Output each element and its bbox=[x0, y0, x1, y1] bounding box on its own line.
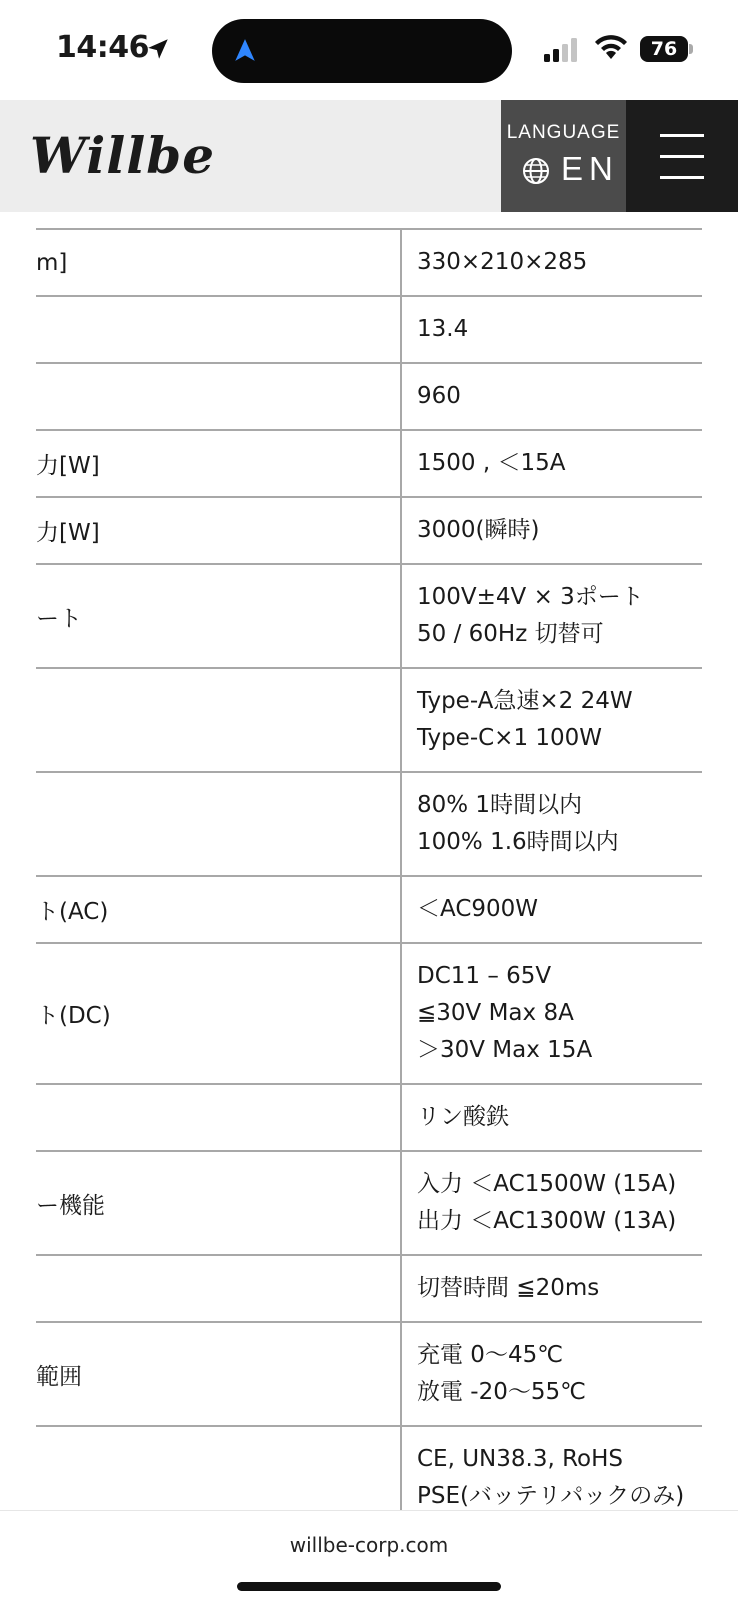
spec-value-line: 3000(瞬時) bbox=[417, 517, 540, 543]
language-code: EN bbox=[561, 150, 619, 187]
spec-label bbox=[36, 773, 402, 875]
spec-row bbox=[36, 431, 702, 498]
spec-value-line: Type-A急速×2 24W bbox=[417, 688, 633, 714]
spec-value-line: 1500 , ＜15A bbox=[417, 450, 566, 476]
spec-value bbox=[402, 431, 702, 496]
spec-value-line: 100V±4V × 3ポート bbox=[417, 584, 644, 610]
spec-label bbox=[36, 364, 402, 429]
spec-value-line: 50 / 60Hz 切替可 bbox=[417, 621, 604, 647]
spec-row bbox=[36, 944, 702, 1085]
spec-value bbox=[402, 877, 702, 942]
spec-label: ト(DC) bbox=[36, 944, 402, 1083]
spec-row bbox=[36, 1256, 702, 1323]
spec-row bbox=[36, 230, 702, 297]
language-button[interactable] bbox=[501, 100, 626, 212]
spec-value-line: 960 bbox=[417, 383, 461, 409]
spec-value bbox=[402, 1085, 702, 1150]
spec-label bbox=[36, 1256, 402, 1321]
spec-value-line: 13.4 bbox=[417, 316, 469, 342]
spec-value-line: Type-C×1 100W bbox=[417, 725, 603, 751]
spec-value-line: PSE(バッテリパックのみ) bbox=[417, 1483, 685, 1509]
spec-value-line: 切替時間 ≦20ms bbox=[417, 1275, 600, 1301]
battery-level: 76 bbox=[650, 38, 678, 60]
battery-icon bbox=[640, 36, 692, 62]
spec-value bbox=[402, 230, 702, 295]
spec-value-line: リン酸鉄 bbox=[417, 1104, 509, 1130]
spec-value-line: ＞30V Max 15A bbox=[417, 1037, 593, 1063]
browser-url-bar[interactable] bbox=[0, 1510, 738, 1600]
spec-value-line: 充電 0〜45℃ bbox=[417, 1342, 564, 1368]
language-label: LANGUAGE bbox=[506, 122, 621, 143]
spec-value bbox=[402, 1256, 702, 1321]
spec-row bbox=[36, 669, 702, 773]
spec-value-line: 出力 ＜AC1300W (13A) bbox=[417, 1208, 677, 1234]
spec-label: ー機能 bbox=[36, 1152, 402, 1254]
spec-value bbox=[402, 944, 702, 1083]
spec-label bbox=[36, 1085, 402, 1150]
url-text[interactable]: willbe-corp.com bbox=[289, 1533, 449, 1557]
location-arrow-icon bbox=[145, 36, 171, 62]
spec-value-line: 入力 ＜AC1500W (15A) bbox=[417, 1171, 677, 1197]
spec-value-line: 330×210×285 bbox=[417, 249, 588, 275]
spec-value bbox=[402, 773, 702, 875]
spec-value-line: ≦30V Max 8A bbox=[417, 1000, 574, 1026]
spec-table bbox=[36, 228, 702, 1531]
spec-row bbox=[36, 498, 702, 565]
cellular-signal-icon bbox=[544, 38, 580, 62]
site-header bbox=[0, 100, 738, 212]
spec-row bbox=[36, 773, 702, 877]
spec-value bbox=[402, 364, 702, 429]
willbe-logo[interactable]: Willbe bbox=[30, 126, 216, 185]
spec-value bbox=[402, 1152, 702, 1254]
spec-label: ト(AC) bbox=[36, 877, 402, 942]
spec-value bbox=[402, 1323, 702, 1425]
spec-label: m] bbox=[36, 230, 402, 295]
status-time: 14:46 bbox=[56, 30, 149, 65]
spec-value-line: CE, UN38.3, RoHS bbox=[417, 1446, 624, 1472]
spec-row bbox=[36, 364, 702, 431]
spec-value-line: 100% 1.6時間以内 bbox=[417, 829, 619, 855]
globe-icon bbox=[521, 156, 551, 186]
spec-label: 範囲 bbox=[36, 1323, 402, 1425]
spec-value-line: DC11 – 65V bbox=[417, 963, 552, 989]
spec-value-line: 放電 -20〜55℃ bbox=[417, 1379, 586, 1405]
wifi-icon bbox=[594, 35, 628, 61]
spec-value-line: ＜AC900W bbox=[417, 896, 539, 922]
spec-row bbox=[36, 1152, 702, 1256]
spec-label: 力[W] bbox=[36, 431, 402, 496]
spec-row bbox=[36, 1323, 702, 1427]
spec-row bbox=[36, 297, 702, 364]
spec-label: ート bbox=[36, 565, 402, 667]
spec-row bbox=[36, 1085, 702, 1152]
navigation-arrow-icon bbox=[232, 37, 258, 63]
status-bar bbox=[0, 0, 738, 100]
spec-value bbox=[402, 565, 702, 667]
hamburger-menu-icon[interactable] bbox=[626, 100, 738, 212]
spec-label bbox=[36, 669, 402, 771]
spec-value bbox=[402, 498, 702, 563]
spec-label bbox=[36, 297, 402, 362]
home-indicator[interactable] bbox=[237, 1582, 501, 1591]
spec-value-line: 80% 1時間以内 bbox=[417, 792, 583, 818]
spec-label: 力[W] bbox=[36, 498, 402, 563]
spec-value bbox=[402, 297, 702, 362]
spec-value bbox=[402, 669, 702, 771]
spec-row bbox=[36, 565, 702, 669]
spec-row bbox=[36, 877, 702, 944]
